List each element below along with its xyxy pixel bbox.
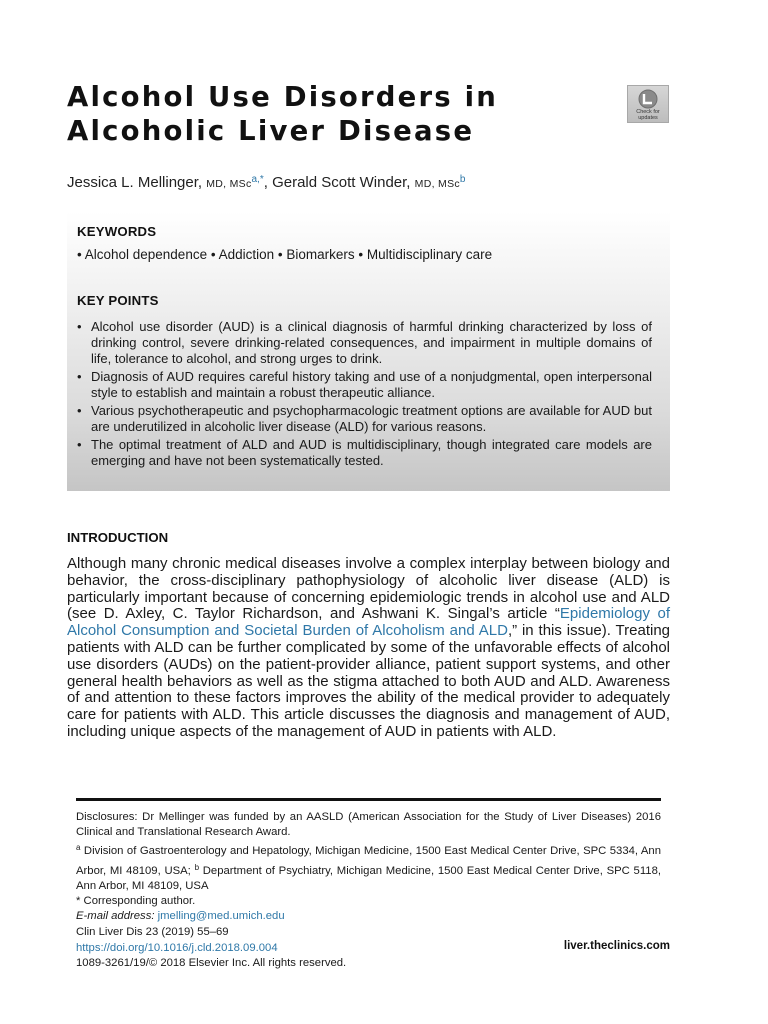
affiliation-b: Department of Psychiatry, Michigan Medicine, 1500 East Medical Center Drive, SPC 5118, Ann Arbor, MI 48109, USA [76,864,661,892]
author-1-affiliation-marker[interactable]: a,* [251,174,264,185]
title-line-1: Alcohol Use Disorders in [67,81,499,113]
author-separator: , [263,174,268,191]
key-point-item: • Various psychotherapeutic and psychopharmacologic treatment options are available for AUD but are underutilized in alcoholic liver disease (ALD) for various reasons. [77,403,652,435]
keywords-keypoints-panel [67,212,670,491]
update-check-icon [638,89,658,109]
footnote-divider [76,798,661,801]
author-2-affiliation-marker[interactable]: b [459,174,466,185]
author-line [67,174,465,191]
intro-text-part-2: ,” in this issue). Treating patients with ALD can be further complicated by some of the unfavorable effects of alcohol use disorders (AUDs) on the patient-provider alliance, patient support systems, and other general health behaviors as well as the stigma attached to both AUD and ALD. Awareness of and attention to these factors improves the ability of the medical provider to adequately care for patients with ALD. This article discusses the diagnosis and management of AUD, including unique aspects of the management of AUD in patients with ALD. [67,622,670,740]
author-1-degrees: MD, MSc [206,178,252,190]
introduction-heading: INTRODUCTION [67,530,169,545]
email-label: E-mail address: [76,910,155,923]
keywords-heading: KEYWORDS [77,224,157,239]
key-points-list [77,319,652,471]
introduction-paragraph [67,556,670,741]
copyright-line: 1089-3261/19/© 2018 Elsevier Inc. All rights reserved. [76,957,347,969]
title-line-2: Alcoholic Liver Disease [67,115,475,147]
affiliation-a-marker: a [76,843,81,853]
journal-site[interactable]: liver.theclinics.com [563,940,670,952]
badge-label-2: updates [638,115,658,121]
keywords-list: • Alcohol dependence • Addiction • Biomarkers • Multidisciplinary care [77,247,493,262]
check-for-updates-badge[interactable] [627,85,669,123]
email-note [76,909,661,924]
key-point-item: • Alcohol use disorder (AUD) is a clinical diagnosis of harmful drinking characterized by loss of drinking control, severe drinking-related consequences, and impairment in multiple domains of life, tolerance to alcohol, and strong urges to drink. [77,319,652,367]
intro-text-part-1: Although many chronic medical diseases involve a complex interplay between biology and behavior, the cross-disciplinary pathophysiology of alcoholic liver disease (ALD) is particularly important because of concerning epidemiologic trends in alcohol use and ALD (see D. Axley, C. Taylor Richardson, and Ashwani K. Singal’s article “ [67,555,670,623]
author-2-degrees: MD, MSc [414,178,460,190]
corresponding-author-note: * Corresponding author. [76,895,196,908]
article-title [67,80,587,148]
key-point-item: • The optimal treatment of ALD and AUD is multidisciplinary, though integrated care models are emerging and have not been systematically tested. [77,437,652,469]
journal-citation: Clin Liver Dis 23 (2019) 55–69 [76,926,229,938]
related-article-link[interactable]: Epidemiology of Alcohol Consumption and Societal Burden of Alcoholism and ALD [67,605,671,640]
badge-label-1: Check for [636,109,660,115]
affiliation-a: Division of Gastroenterology and Hepatology, Michigan Medicine, 1500 East Medical Center Drive, SPC 5334, Ann Arbor, MI 48109, USA; [76,845,661,877]
footnotes [76,810,661,924]
affiliations-note [76,840,661,894]
author-2-name: Gerald Scott Winder, [272,174,411,191]
key-points-heading: KEY POINTS [77,293,159,308]
email-link[interactable]: jmelling@med.umich.edu [157,910,285,923]
citation-block [76,925,346,972]
author-1-name: Jessica L. Mellinger, [67,174,203,191]
disclosures-note: Disclosures: Dr Mellinger was funded by an AASLD (American Association for the Study of Liver Diseases) 2016 Clinical and Translational Research Award. [76,811,661,839]
affiliation-b-marker: b [194,862,200,872]
doi-link[interactable]: https://doi.org/10.1016/j.cld.2018.09.004 [76,941,278,954]
key-point-item: • Diagnosis of AUD requires careful history taking and use of a nonjudgmental, open interpersonal style to establish and maintain a robust therapeutic alliance. [77,369,652,401]
